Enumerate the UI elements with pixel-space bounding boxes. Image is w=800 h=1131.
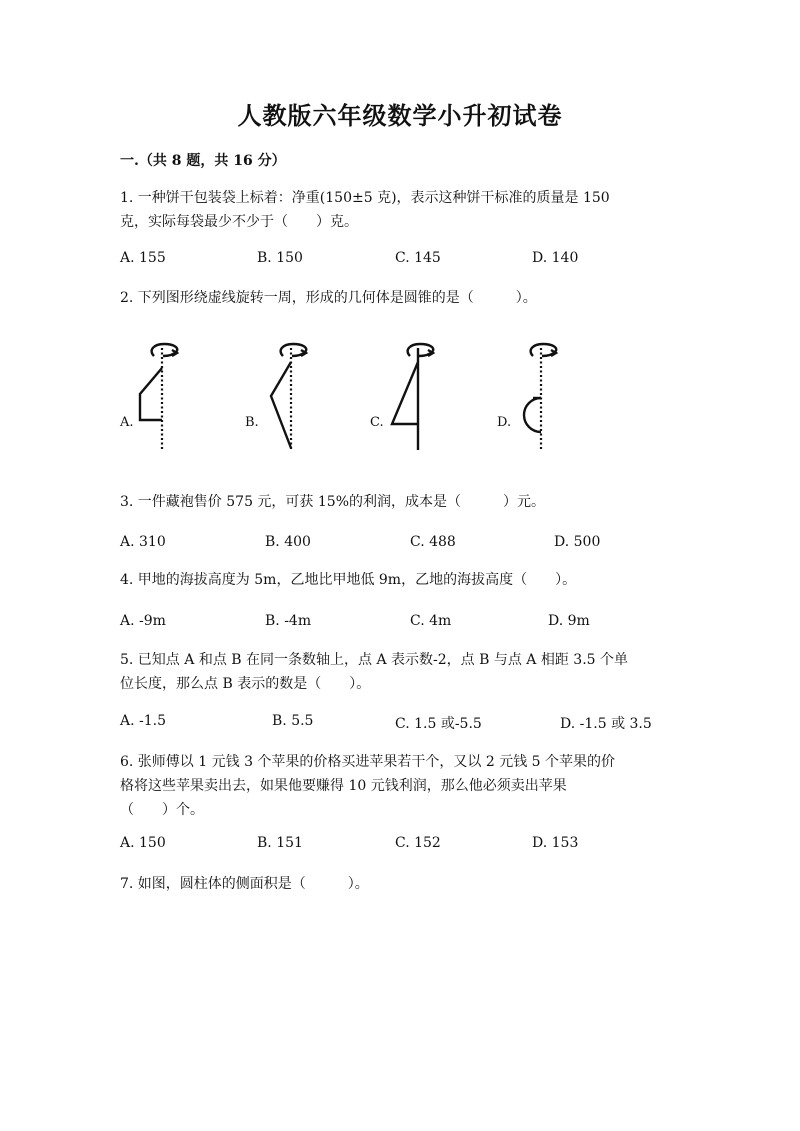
question-3-option-c: C. 488 (410, 534, 456, 550)
question-6-option-a: A. 150 (120, 835, 166, 851)
question-1-option-b: B. 150 (257, 250, 303, 266)
question-6-line-3: （ ）个。 (120, 802, 204, 818)
question-4-line-1: 4. 甲地的海拔高度为 5m，乙地比甲地低 9m，乙地的海拔高度（ ）。 (120, 572, 577, 588)
question-4-option-d: D. 9m (548, 613, 590, 629)
section-heading: 一.（共 8 题，共 16 分） (120, 153, 286, 169)
question-1-option-d: D. 140 (532, 250, 579, 266)
question-4-option-c: C. 4m (410, 613, 452, 629)
question-6-line-2: 格将这些苹果卖出去，如果他要赚得 10 元钱利润，那么他必须卖出苹果 (120, 778, 567, 794)
question-5-line-2: 位长度，那么点 B 表示的数是（ ）。 (120, 676, 371, 692)
figure-c-triangle-diagram (380, 340, 440, 455)
question-3-option-b: B. 400 (265, 534, 311, 550)
question-4-option-b: B. -4m (265, 613, 312, 629)
question-4-option-a: A. -9m (120, 613, 166, 629)
question-5-option-c: C. 1.5 或-5.5 (395, 716, 482, 732)
question-2-line-1: 2. 下列图形绕虚线旋转一周，形成的几何体是圆锥的是（ ）。 (120, 290, 537, 306)
figure-a-label: A. (120, 415, 134, 430)
question-5-option-b: B. 5.5 (272, 713, 314, 729)
question-6-option-d: D. 153 (532, 835, 579, 851)
question-6-option-b: B. 151 (257, 835, 303, 851)
figure-c-label: C. (370, 415, 384, 430)
figure-b-triangle-diagram (255, 340, 315, 455)
question-6-line-1: 6. 张师傅以 1 元钱 3 个苹果的价格买进苹果若干个，又以 2 元钱 5 个苹果的价 (120, 754, 616, 770)
question-1-option-c: C. 145 (395, 250, 441, 266)
question-3-option-a: A. 310 (120, 534, 166, 550)
page-title: 人教版六年级数学小升初试卷 (237, 101, 563, 130)
question-3-line-1: 3. 一件藏袍售价 575 元，可获 15%的利润，成本是（ ）元。 (120, 494, 545, 510)
question-5-option-d: D. -1.5 或 3.5 (560, 716, 652, 732)
question-7-line-1: 7. 如图，圆柱体的侧面积是（ ）。 (120, 876, 369, 892)
question-1-line-1: 1. 一种饼干包装袋上标着：净重(150±5 克)，表示这种饼干标准的质量是 150 (120, 190, 610, 206)
question-5-option-a: A. -1.5 (120, 713, 167, 729)
question-5-line-1: 5. 已知点 A 和点 B 在同一条数轴上，点 A 表示数-2，点 B 与点 A 相距 3.5 个单 (120, 652, 629, 668)
question-6-option-c: C. 152 (395, 835, 441, 851)
question-3-option-d: D. 500 (554, 534, 601, 550)
question-1-line-2: 克，实际每袋最少不少于（ ）克。 (120, 214, 358, 230)
question-1-option-a: A. 155 (120, 250, 166, 266)
figure-b-label: B. (245, 415, 259, 430)
figure-a-trapezoid-diagram (130, 340, 190, 455)
figure-d-label: D. (497, 415, 512, 430)
figure-d-semicircle-diagram (505, 340, 565, 455)
